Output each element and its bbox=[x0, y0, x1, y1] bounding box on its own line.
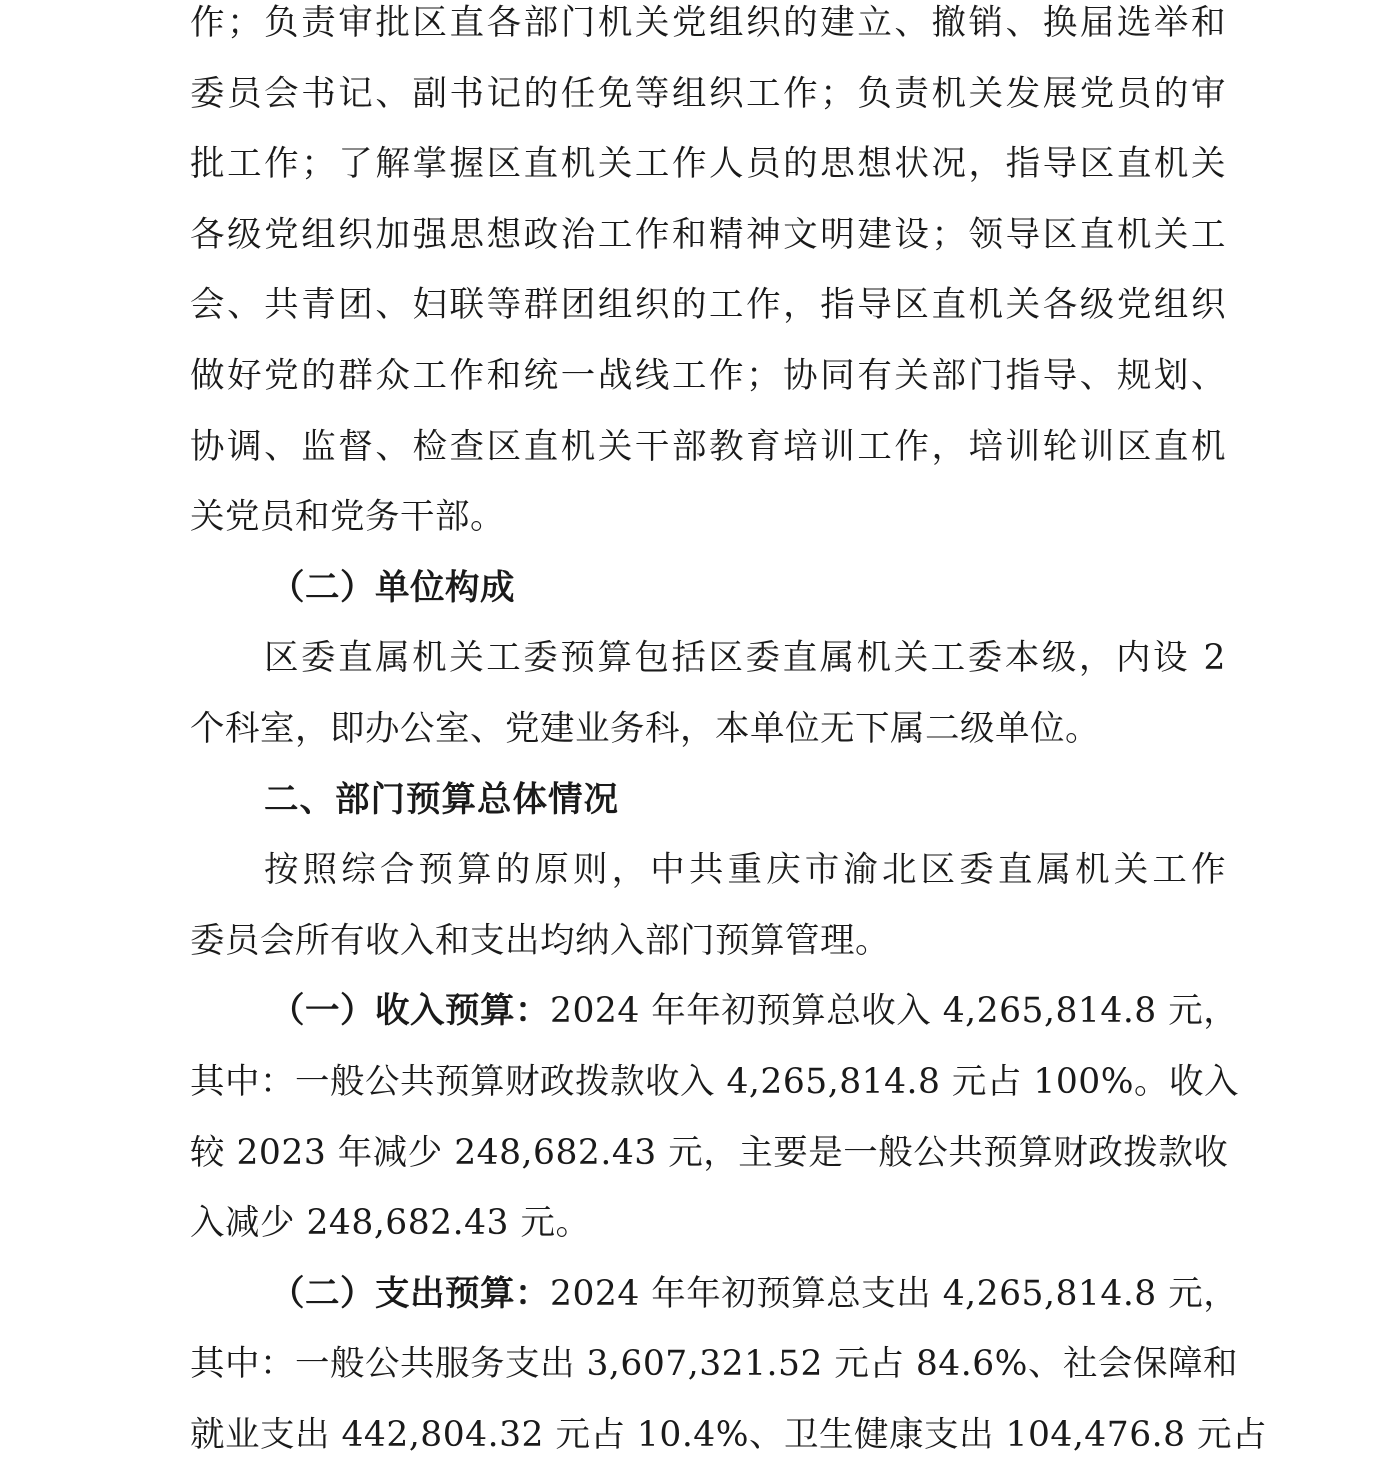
text-line: 协调、监督、检查区直机关干部教育培训工作，培训轮训区直机 bbox=[190, 426, 1226, 467]
expense-budget-text: 2024 年年初预算总支出 4,265,814.8 元， bbox=[550, 1273, 1239, 1314]
text-line: 会、共青团、妇联等群团组织的工作，指导区直机关各级党组织 bbox=[190, 285, 1226, 326]
text-line: 入减少 248,682.43 元。 bbox=[190, 1203, 591, 1244]
text-line: 做好党的群众工作和统一战线工作；协同有关部门指导、规划、 bbox=[190, 355, 1226, 396]
text-line: 较 2023 年减少 248,682.43 元，主要是一般公共预算财政拨款收 bbox=[190, 1132, 1229, 1173]
text-line bbox=[190, 976, 1239, 1047]
responsibilities-paragraph bbox=[190, 0, 1226, 553]
section-heading: 二、部门预算总体情况 bbox=[264, 779, 619, 820]
income-budget-paragraph bbox=[190, 976, 1240, 1258]
text-line: 其中：一般公共服务支出 3,607,321.52 元占 84.6%、社会保障和 bbox=[190, 1344, 1238, 1385]
text-line: 委员会书记、副书记的任免等组织工作；负责机关发展党员的审 bbox=[190, 73, 1226, 114]
text-line: 就业支出 442,804.32 元占 10.4%、卫生健康支出 104,476.8 元占 bbox=[190, 1414, 1268, 1455]
text-line: 个科室，即办公室、党建业务科，本单位无下属二级单位。 bbox=[190, 708, 1100, 749]
text-line: 委员会所有收入和支出均纳入部门预算管理。 bbox=[190, 920, 890, 961]
expense-budget-paragraph bbox=[190, 1259, 1268, 1470]
unit-composition-heading: （二）单位构成 bbox=[270, 567, 515, 608]
text-line: 关党员和党务干部。 bbox=[190, 497, 505, 538]
income-budget-label: （一）收入预算： bbox=[270, 991, 550, 1032]
document-page bbox=[190, 0, 1268, 1470]
text-line: 其中：一般公共预算财政拨款收入 4,265,814.8 元占 100%。收入 bbox=[190, 1061, 1240, 1102]
text-line: 各级党组织加强思想政治工作和精神文明建设；领导区直机关工 bbox=[190, 214, 1226, 255]
income-budget-text: 2024 年年初预算总收入 4,265,814.8 元， bbox=[550, 991, 1239, 1032]
text-line: 按照综合预算的原则，中共重庆市渝北区委直属机关工作 bbox=[264, 850, 1226, 891]
text-line: 批工作；了解掌握区直机关工作人员的思想状况，指导区直机关 bbox=[190, 144, 1226, 185]
expense-budget-label: （二）支出预算： bbox=[270, 1273, 550, 1314]
text-line: 区委直属机关工委预算包括区委直属机关工委本级，内设 2 bbox=[264, 638, 1226, 679]
budget-principle-paragraph bbox=[190, 835, 1226, 976]
text-line: 作；负责审批区直各部门机关党组织的建立、撤销、换届选举和 bbox=[190, 3, 1226, 43]
unit-composition-paragraph bbox=[190, 623, 1226, 764]
text-line bbox=[190, 1259, 1239, 1330]
